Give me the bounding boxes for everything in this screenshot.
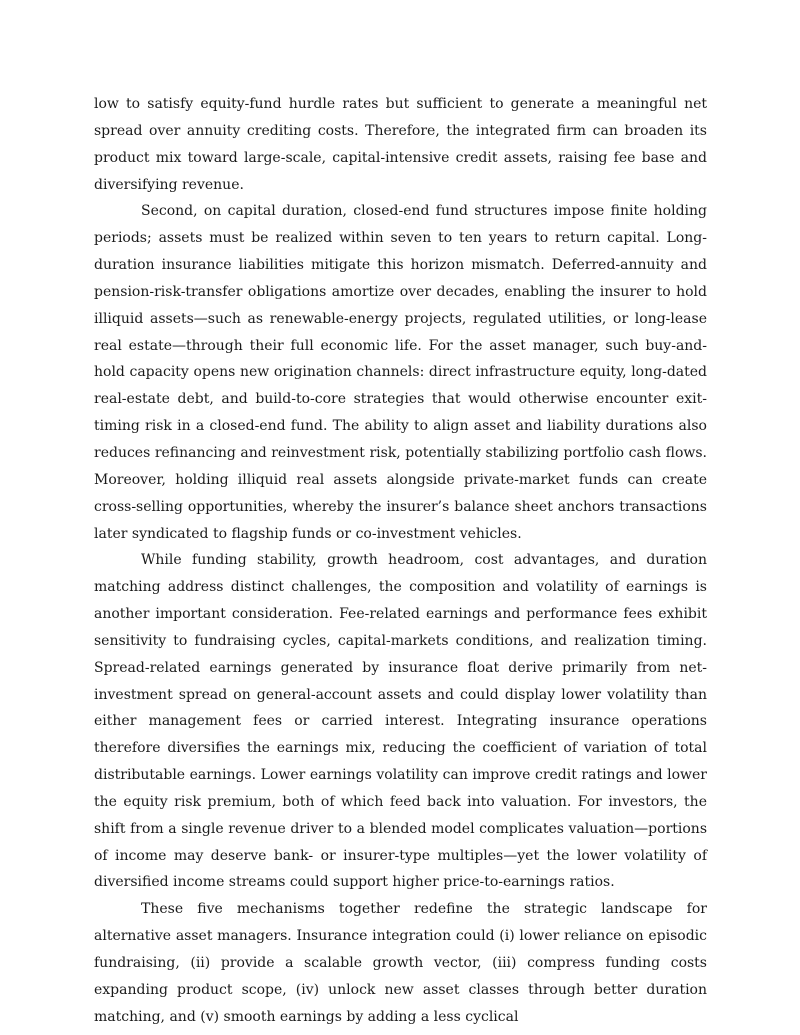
paragraph-five-mechanisms: These five mechanisms together redefine the strategic landscape for alternative asset managers. Insurance integration could (i) lower reliance on episodic fundraising, (ii) provide a scalable growth vector, (iii) compress funding costs expanding product scope, (iv) unlock new asset classes through better duration matching, and (v) smooth earnings by adding a less cyclical (94, 901, 707, 1025)
paragraph-continuation: low to satisfy equity-fund hurdle rates but sufficient to generate a meaningful net spread over annuity crediting costs. Therefore, the integrated firm can broaden its product mix toward large-scale, capital-intensive credit assets, raising fee base and diversifying revenue. (94, 96, 707, 193)
paragraph-earnings-volatility: While funding stability, growth headroom, cost advantages, and duration matching address distinct challenges, the composition and volatility of earnings is another important consideration. Fee-related earnings and performance fees exhibit sensitivity to fundraising cycles, capital-markets conditions, and realization timing. Spread-related earnings generated by insurance float derive primarily from net-investment spread on general-account assets and could display lower volatility than either management fees or carried interest. Integrating insurance operations therefore diversifies the earnings mix, reducing the coefficient of variation of total distributable earnings. Lower earnings volatility can improve credit ratings and lower the equity risk premium, both of which feed back into valuation. For investors, the shift from a single revenue driver to a blended model complicates valuation—portions of income may deserve bank- or insurer-type multiples—yet the lower volatility of diversified income streams could support higher price-to-earnings ratios. (94, 552, 707, 891)
body-text (94, 91, 707, 1031)
paragraph-capital-duration: Second, on capital duration, closed-end fund structures impose finite holding periods; assets must be realized within seven to ten years to return capital. Long-duration insurance liabilities mitigate this horizon mismatch. Deferred-annuity and pension-risk-transfer obligations amortize over decades, enabling the insurer to hold illiquid assets—such as renewable-energy projects, regulated utilities, or long-lease real estate—through their full economic life. For the asset manager, such buy-and-hold capacity opens new origination channels: direct infrastructure equity, long-dated real-estate debt, and build-to-core strategies that would otherwise encounter exit-timing risk in a closed-end fund. The ability to align asset and liability durations also reduces refinancing and reinvestment risk, potentially stabilizing portfolio cash flows. Moreover, holding illiquid real assets alongside private-market funds can create cross-selling opportunities, whereby the insurer’s balance sheet anchors transactions later syndicated to flagship funds or co-investment vehicles. (94, 203, 707, 542)
